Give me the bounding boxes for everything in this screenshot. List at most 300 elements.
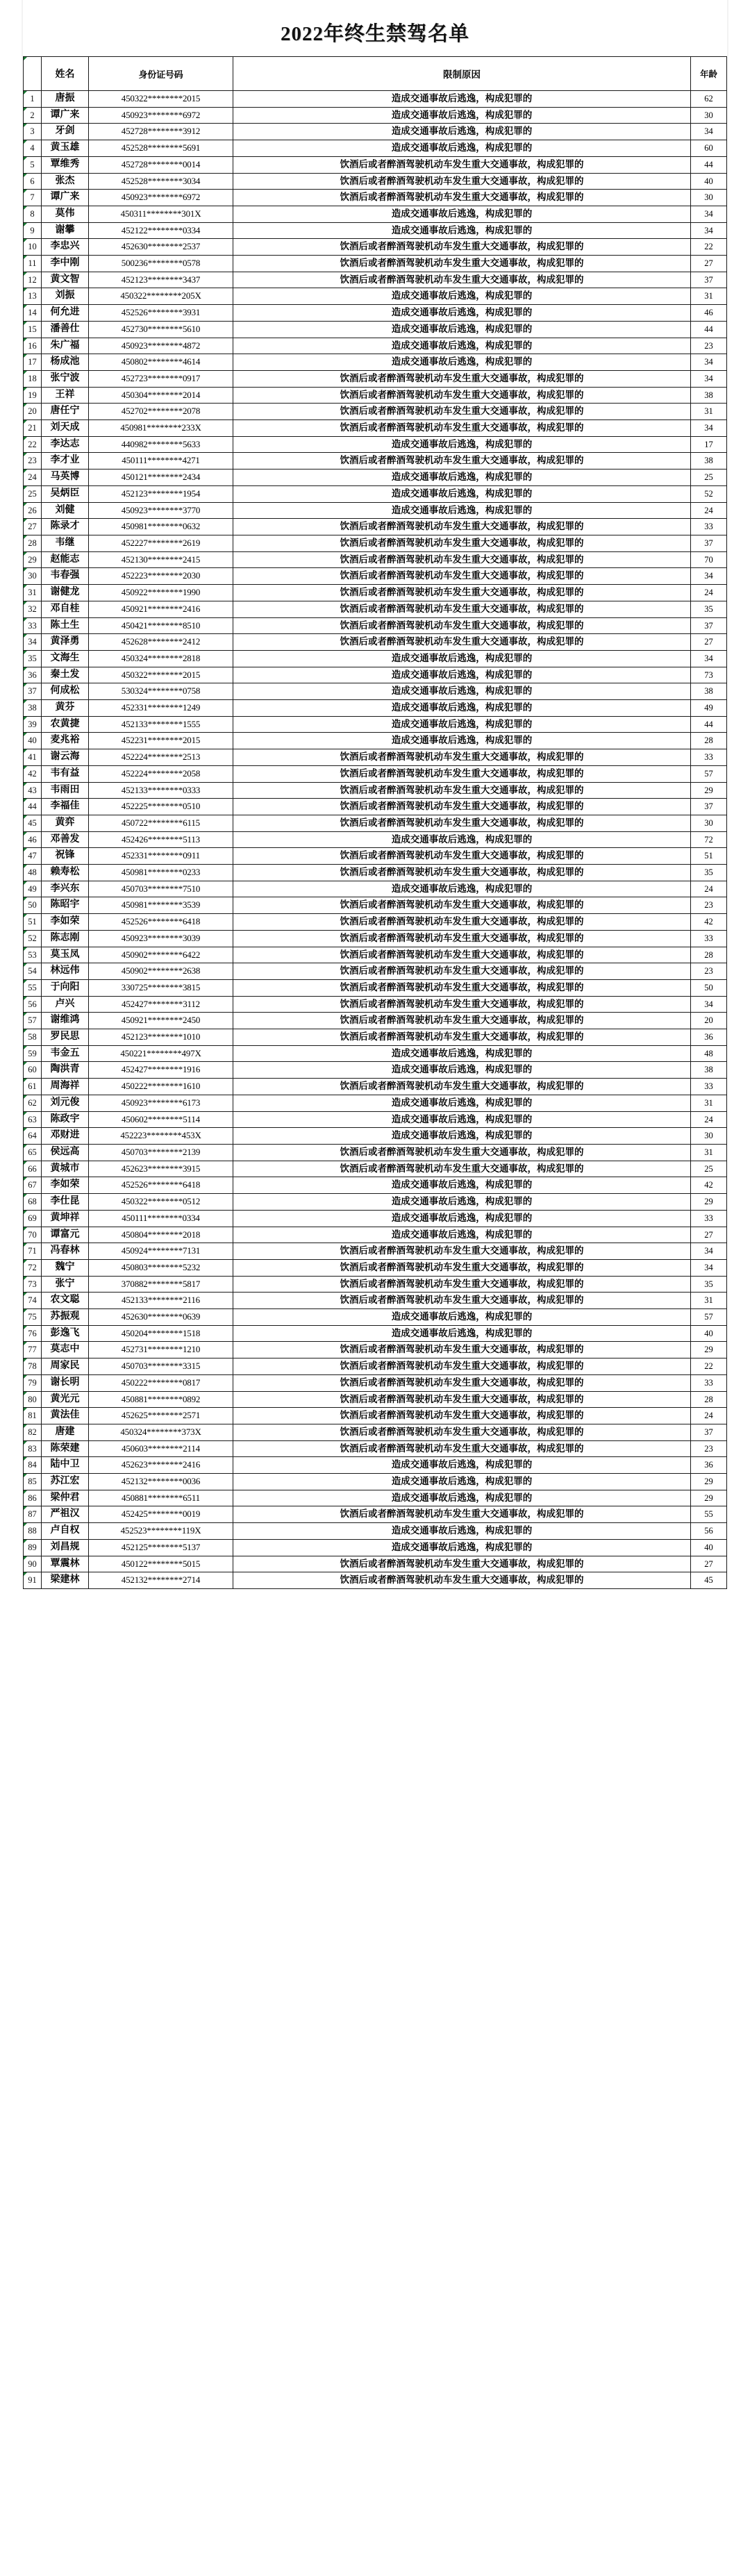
row-age: 73 xyxy=(691,667,727,683)
row-reason: 饮酒后或者醉酒驾驶机动车发生重大交通事故，构成犯罪的 xyxy=(233,239,691,256)
row-index: 43 xyxy=(24,782,42,799)
column-header-index xyxy=(24,57,42,91)
table-row xyxy=(24,420,727,437)
row-index: 19 xyxy=(24,387,42,404)
row-age: 70 xyxy=(691,551,727,568)
row-age: 57 xyxy=(691,765,727,782)
row-index: 58 xyxy=(24,1029,42,1046)
row-age: 38 xyxy=(691,683,727,700)
row-name: 唐建 xyxy=(42,1424,89,1440)
row-id-number: 452702********2078 xyxy=(89,404,233,420)
row-id-number: 452130********2415 xyxy=(89,551,233,568)
table-row xyxy=(24,1325,727,1342)
table-row xyxy=(24,436,727,453)
row-age: 34 xyxy=(691,1259,727,1276)
row-age: 25 xyxy=(691,1161,727,1177)
row-id-number: 452133********0333 xyxy=(89,782,233,799)
row-name: 刘健 xyxy=(42,502,89,519)
row-name: 祝锋 xyxy=(42,848,89,865)
row-reason: 造成交通事故后逃逸，构成犯罪的 xyxy=(233,1095,691,1111)
row-name: 魏宁 xyxy=(42,1259,89,1276)
row-id-number: 450923********6972 xyxy=(89,107,233,124)
row-id-number: 450924********7131 xyxy=(89,1243,233,1260)
row-id-number: 450222********1610 xyxy=(89,1079,233,1095)
row-index: 9 xyxy=(24,222,42,239)
table-row xyxy=(24,897,727,914)
row-reason: 造成交通事故后逃逸，构成犯罪的 xyxy=(233,338,691,354)
row-reason: 饮酒后或者醉酒驾驶机动车发生重大交通事故，构成犯罪的 xyxy=(233,979,691,996)
row-age: 31 xyxy=(691,288,727,305)
row-id-number: 500236********0578 xyxy=(89,256,233,272)
row-index: 61 xyxy=(24,1079,42,1095)
row-reason: 饮酒后或者醉酒驾驶机动车发生重大交通事故，构成犯罪的 xyxy=(233,190,691,206)
row-index: 62 xyxy=(24,1095,42,1111)
row-index: 20 xyxy=(24,404,42,420)
row-reason: 造成交通事故后逃逸，构成犯罪的 xyxy=(233,1210,691,1227)
row-reason: 造成交通事故后逃逸，构成犯罪的 xyxy=(233,1309,691,1326)
row-reason: 造成交通事故后逃逸，构成犯罪的 xyxy=(233,1177,691,1194)
row-index: 88 xyxy=(24,1523,42,1540)
row-index: 75 xyxy=(24,1309,42,1326)
column-header-reason: 限制原因 xyxy=(233,57,691,91)
table-row xyxy=(24,782,727,799)
table-row xyxy=(24,1506,727,1523)
row-age: 29 xyxy=(691,1342,727,1358)
row-id-number: 450922********1990 xyxy=(89,585,233,601)
row-name: 韦金五 xyxy=(42,1045,89,1062)
row-index: 71 xyxy=(24,1243,42,1260)
row-index: 23 xyxy=(24,453,42,470)
row-index: 2 xyxy=(24,107,42,124)
row-id-number: 452723********0917 xyxy=(89,370,233,387)
row-id-number: 450322********205X xyxy=(89,288,233,305)
row-age: 17 xyxy=(691,436,727,453)
row-index: 34 xyxy=(24,634,42,651)
row-reason: 饮酒后或者醉酒驾驶机动车发生重大交通事故，构成犯罪的 xyxy=(233,453,691,470)
row-age: 28 xyxy=(691,947,727,963)
row-id-number: 370882********5817 xyxy=(89,1276,233,1293)
row-index: 25 xyxy=(24,485,42,502)
row-reason: 饮酒后或者醉酒驾驶机动车发生重大交通事故，构成犯罪的 xyxy=(233,749,691,766)
row-name: 梁建林 xyxy=(42,1572,89,1589)
row-age: 35 xyxy=(691,1276,727,1293)
column-header-id-number: 身份证号码 xyxy=(89,57,233,91)
row-age: 38 xyxy=(691,387,727,404)
row-index: 60 xyxy=(24,1062,42,1079)
row-age: 29 xyxy=(691,1474,727,1490)
row-reason: 造成交通事故后逃逸，构成犯罪的 xyxy=(233,91,691,108)
row-id-number: 450921********2416 xyxy=(89,601,233,617)
table-row xyxy=(24,815,727,831)
row-index: 24 xyxy=(24,470,42,486)
row-id-number: 450804********2018 xyxy=(89,1227,233,1243)
table-row xyxy=(24,1556,727,1572)
row-reason: 饮酒后或者醉酒驾驶机动车发生重大交通事故，构成犯罪的 xyxy=(233,1013,691,1029)
row-id-number: 450324********2818 xyxy=(89,650,233,667)
row-name: 周家民 xyxy=(42,1358,89,1375)
row-age: 34 xyxy=(691,568,727,585)
row-index: 90 xyxy=(24,1556,42,1572)
table-row xyxy=(24,239,727,256)
row-id-number: 450121********2434 xyxy=(89,470,233,486)
row-id-number: 450923********3039 xyxy=(89,930,233,947)
table-body xyxy=(24,91,727,1589)
row-index: 3 xyxy=(24,124,42,140)
row-age: 20 xyxy=(691,1013,727,1029)
row-index: 27 xyxy=(24,519,42,535)
row-id-number: 450322********2015 xyxy=(89,667,233,683)
row-age: 33 xyxy=(691,519,727,535)
row-age: 35 xyxy=(691,865,727,881)
row-name: 刘振 xyxy=(42,288,89,305)
table-row xyxy=(24,1177,727,1194)
row-name: 李兴东 xyxy=(42,881,89,897)
row-index: 91 xyxy=(24,1572,42,1589)
row-id-number: 452427********3112 xyxy=(89,996,233,1013)
row-id-number: 452223********2030 xyxy=(89,568,233,585)
row-index: 46 xyxy=(24,831,42,848)
row-id-number: 450703********7510 xyxy=(89,881,233,897)
row-reason: 饮酒后或者醉酒驾驶机动车发生重大交通事故，构成犯罪的 xyxy=(233,634,691,651)
table-row xyxy=(24,535,727,551)
row-age: 37 xyxy=(691,535,727,551)
table-row xyxy=(24,173,727,190)
table-row xyxy=(24,1276,727,1293)
row-index: 33 xyxy=(24,617,42,634)
row-id-number: 452331********0911 xyxy=(89,848,233,865)
table-row xyxy=(24,256,727,272)
row-id-number: 452231********2015 xyxy=(89,733,233,749)
row-name: 苏振观 xyxy=(42,1309,89,1326)
row-index: 13 xyxy=(24,288,42,305)
row-id-number: 530324********0758 xyxy=(89,683,233,700)
row-reason: 造成交通事故后逃逸，构成犯罪的 xyxy=(233,1474,691,1490)
table-row xyxy=(24,470,727,486)
row-reason: 造成交通事故后逃逸，构成犯罪的 xyxy=(233,1111,691,1128)
table-row xyxy=(24,634,727,651)
row-id-number: 452123********3437 xyxy=(89,272,233,288)
row-id-number: 450322********2015 xyxy=(89,91,233,108)
row-name: 谢攀 xyxy=(42,222,89,239)
row-index: 8 xyxy=(24,206,42,222)
row-name: 谢云海 xyxy=(42,749,89,766)
table-row xyxy=(24,848,727,865)
row-reason: 饮酒后或者醉酒驾驶机动车发生重大交通事故，构成犯罪的 xyxy=(233,156,691,173)
row-id-number: 452526********6418 xyxy=(89,914,233,931)
row-id-number: 450902********2638 xyxy=(89,963,233,980)
row-index: 32 xyxy=(24,601,42,617)
row-name: 李忠兴 xyxy=(42,239,89,256)
table-row xyxy=(24,1374,727,1391)
row-id-number: 450981********3539 xyxy=(89,897,233,914)
table-row xyxy=(24,272,727,288)
row-index: 41 xyxy=(24,749,42,766)
row-age: 34 xyxy=(691,206,727,222)
row-age: 46 xyxy=(691,305,727,322)
row-reason: 饮酒后或者醉酒驾驶机动车发生重大交通事故，构成犯罪的 xyxy=(233,996,691,1013)
row-id-number: 450722********6115 xyxy=(89,815,233,831)
row-id-number: 452425********0019 xyxy=(89,1506,233,1523)
row-age: 30 xyxy=(691,815,727,831)
row-index: 54 xyxy=(24,963,42,980)
row-age: 33 xyxy=(691,749,727,766)
row-index: 69 xyxy=(24,1210,42,1227)
row-index: 28 xyxy=(24,535,42,551)
row-index: 47 xyxy=(24,848,42,865)
row-reason: 饮酒后或者醉酒驾驶机动车发生重大交通事故，构成犯罪的 xyxy=(233,1358,691,1375)
row-age: 30 xyxy=(691,190,727,206)
table-row xyxy=(24,107,727,124)
row-reason: 饮酒后或者醉酒驾驶机动车发生重大交通事故，构成犯罪的 xyxy=(233,1408,691,1424)
row-age: 62 xyxy=(691,91,727,108)
row-name: 陈土生 xyxy=(42,617,89,634)
row-id-number: 450923********6173 xyxy=(89,1095,233,1111)
table-row xyxy=(24,963,727,980)
table-row xyxy=(24,485,727,502)
table-row xyxy=(24,1128,727,1145)
table-row xyxy=(24,1210,727,1227)
row-reason: 造成交通事故后逃逸，构成犯罪的 xyxy=(233,1045,691,1062)
row-index: 80 xyxy=(24,1391,42,1408)
row-name: 张宁波 xyxy=(42,370,89,387)
row-reason: 饮酒后或者醉酒驾驶机动车发生重大交通事故，构成犯罪的 xyxy=(233,535,691,551)
row-reason: 造成交通事故后逃逸，构成犯罪的 xyxy=(233,124,691,140)
row-reason: 饮酒后或者醉酒驾驶机动车发生重大交通事故，构成犯罪的 xyxy=(233,947,691,963)
row-id-number: 450304********2014 xyxy=(89,387,233,404)
row-age: 44 xyxy=(691,716,727,733)
row-index: 11 xyxy=(24,256,42,272)
row-name: 苏江宏 xyxy=(42,1474,89,1490)
row-age: 40 xyxy=(691,173,727,190)
row-id-number: 452623********2416 xyxy=(89,1457,233,1474)
row-age: 33 xyxy=(691,1210,727,1227)
row-index: 6 xyxy=(24,173,42,190)
row-index: 83 xyxy=(24,1440,42,1457)
row-reason: 饮酒后或者醉酒驾驶机动车发生重大交通事故，构成犯罪的 xyxy=(233,1259,691,1276)
row-id-number: 450311********301X xyxy=(89,206,233,222)
row-age: 24 xyxy=(691,1111,727,1128)
table-row xyxy=(24,1572,727,1589)
row-index: 55 xyxy=(24,979,42,996)
row-index: 31 xyxy=(24,585,42,601)
row-name: 麦兆裕 xyxy=(42,733,89,749)
table-row xyxy=(24,1259,727,1276)
table-row xyxy=(24,1111,727,1128)
row-name: 罗民思 xyxy=(42,1029,89,1046)
table-row xyxy=(24,206,727,222)
row-index: 78 xyxy=(24,1358,42,1375)
row-id-number: 450803********5232 xyxy=(89,1259,233,1276)
row-name: 卢兴 xyxy=(42,996,89,1013)
row-age: 34 xyxy=(691,222,727,239)
row-reason: 造成交通事故后逃逸，构成犯罪的 xyxy=(233,222,691,239)
row-index: 40 xyxy=(24,733,42,749)
row-id-number: 450921********2450 xyxy=(89,1013,233,1029)
row-age: 34 xyxy=(691,420,727,437)
row-id-number: 450881********6511 xyxy=(89,1490,233,1506)
row-age: 36 xyxy=(691,1029,727,1046)
table-row xyxy=(24,930,727,947)
table-row xyxy=(24,1457,727,1474)
row-name: 赵能志 xyxy=(42,551,89,568)
row-name: 李才业 xyxy=(42,453,89,470)
row-index: 79 xyxy=(24,1374,42,1391)
table-row xyxy=(24,749,727,766)
row-age: 31 xyxy=(691,1145,727,1161)
row-age: 31 xyxy=(691,404,727,420)
row-age: 27 xyxy=(691,634,727,651)
row-name: 邓善发 xyxy=(42,831,89,848)
table-row xyxy=(24,585,727,601)
table-row xyxy=(24,568,727,585)
row-name: 刘天成 xyxy=(42,420,89,437)
row-reason: 饮酒后或者醉酒驾驶机动车发生重大交通事故，构成犯罪的 xyxy=(233,601,691,617)
row-name: 韦雨田 xyxy=(42,782,89,799)
table-row xyxy=(24,1227,727,1243)
row-reason: 饮酒后或者醉酒驾驶机动车发生重大交通事故，构成犯罪的 xyxy=(233,272,691,288)
row-reason: 造成交通事故后逃逸，构成犯罪的 xyxy=(233,1490,691,1506)
row-reason: 造成交通事故后逃逸，构成犯罪的 xyxy=(233,140,691,157)
row-id-number: 450221********497X xyxy=(89,1045,233,1062)
row-reason: 造成交通事故后逃逸，构成犯罪的 xyxy=(233,107,691,124)
row-name: 莫志中 xyxy=(42,1342,89,1358)
row-age: 37 xyxy=(691,1424,727,1440)
table-row xyxy=(24,1474,727,1490)
table-row xyxy=(24,1079,727,1095)
table-row xyxy=(24,979,727,996)
row-name: 吴炳臣 xyxy=(42,485,89,502)
row-name: 唐任宁 xyxy=(42,404,89,420)
table-row xyxy=(24,1095,727,1111)
row-age: 24 xyxy=(691,585,727,601)
row-age: 29 xyxy=(691,1490,727,1506)
row-index: 87 xyxy=(24,1506,42,1523)
row-id-number: 450923********4872 xyxy=(89,338,233,354)
row-reason: 饮酒后或者醉酒驾驶机动车发生重大交通事故，构成犯罪的 xyxy=(233,551,691,568)
row-id-number: 450602********5114 xyxy=(89,1111,233,1128)
row-index: 26 xyxy=(24,502,42,519)
row-index: 21 xyxy=(24,420,42,437)
row-name: 黄坤祥 xyxy=(42,1210,89,1227)
row-age: 34 xyxy=(691,124,727,140)
row-name: 黄玉雄 xyxy=(42,140,89,157)
row-id-number: 450881********0892 xyxy=(89,1391,233,1408)
row-index: 7 xyxy=(24,190,42,206)
table-row xyxy=(24,1145,727,1161)
row-index: 42 xyxy=(24,765,42,782)
table-row xyxy=(24,1342,727,1358)
row-index: 49 xyxy=(24,881,42,897)
row-reason: 饮酒后或者醉酒驾驶机动车发生重大交通事故，构成犯罪的 xyxy=(233,387,691,404)
row-reason: 造成交通事故后逃逸，构成犯罪的 xyxy=(233,667,691,683)
row-reason: 饮酒后或者醉酒驾驶机动车发生重大交通事故，构成犯罪的 xyxy=(233,914,691,931)
row-age: 33 xyxy=(691,930,727,947)
row-age: 27 xyxy=(691,1227,727,1243)
row-index: 17 xyxy=(24,354,42,371)
row-age: 72 xyxy=(691,831,727,848)
row-reason: 饮酒后或者醉酒驾驶机动车发生重大交通事故，构成犯罪的 xyxy=(233,782,691,799)
row-index: 37 xyxy=(24,683,42,700)
row-name: 秦土发 xyxy=(42,667,89,683)
row-reason: 饮酒后或者醉酒驾驶机动车发生重大交通事故，构成犯罪的 xyxy=(233,1243,691,1260)
row-age: 28 xyxy=(691,733,727,749)
row-name: 陈昭宇 xyxy=(42,897,89,914)
table-row xyxy=(24,947,727,963)
row-name: 彭逸飞 xyxy=(42,1325,89,1342)
row-age: 23 xyxy=(691,897,727,914)
row-id-number: 452227********2619 xyxy=(89,535,233,551)
row-age: 30 xyxy=(691,107,727,124)
row-age: 49 xyxy=(691,700,727,717)
row-id-number: 450204********1518 xyxy=(89,1325,233,1342)
row-name: 韦继 xyxy=(42,535,89,551)
row-index: 63 xyxy=(24,1111,42,1128)
row-id-number: 452523********119X xyxy=(89,1523,233,1540)
row-id-number: 452224********2513 xyxy=(89,749,233,766)
row-name: 何允进 xyxy=(42,305,89,322)
row-name: 谢健龙 xyxy=(42,585,89,601)
row-reason: 饮酒后或者醉酒驾驶机动车发生重大交通事故，构成犯罪的 xyxy=(233,1391,691,1408)
table-row xyxy=(24,519,727,535)
row-reason: 造成交通事故后逃逸，构成犯罪的 xyxy=(233,716,691,733)
row-age: 31 xyxy=(691,1293,727,1309)
table-row xyxy=(24,881,727,897)
row-age: 38 xyxy=(691,453,727,470)
row-index: 52 xyxy=(24,930,42,947)
table-row xyxy=(24,799,727,815)
row-name: 农黄捷 xyxy=(42,716,89,733)
row-age: 34 xyxy=(691,996,727,1013)
row-age: 38 xyxy=(691,1062,727,1079)
row-index: 39 xyxy=(24,716,42,733)
row-name: 冯春林 xyxy=(42,1243,89,1260)
row-age: 29 xyxy=(691,1194,727,1211)
row-reason: 造成交通事故后逃逸，构成犯罪的 xyxy=(233,1128,691,1145)
row-id-number: 452625********2571 xyxy=(89,1408,233,1424)
row-name: 李中刚 xyxy=(42,256,89,272)
table-row xyxy=(24,338,727,354)
row-age: 40 xyxy=(691,1539,727,1556)
row-id-number: 450122********5015 xyxy=(89,1556,233,1572)
table-row xyxy=(24,1243,727,1260)
row-index: 53 xyxy=(24,947,42,963)
row-name: 谭广来 xyxy=(42,190,89,206)
row-index: 56 xyxy=(24,996,42,1013)
row-index: 67 xyxy=(24,1177,42,1194)
row-index: 38 xyxy=(24,700,42,717)
row-reason: 饮酒后或者醉酒驾驶机动车发生重大交通事故，构成犯罪的 xyxy=(233,1293,691,1309)
row-id-number: 452731********1210 xyxy=(89,1342,233,1358)
row-age: 31 xyxy=(691,1095,727,1111)
row-reason: 饮酒后或者醉酒驾驶机动车发生重大交通事故，构成犯罪的 xyxy=(233,617,691,634)
table-row xyxy=(24,387,727,404)
row-age: 24 xyxy=(691,502,727,519)
row-name: 侯远高 xyxy=(42,1145,89,1161)
row-id-number: 450322********0512 xyxy=(89,1194,233,1211)
row-reason: 饮酒后或者醉酒驾驶机动车发生重大交通事故，构成犯罪的 xyxy=(233,585,691,601)
row-name: 李仕昆 xyxy=(42,1194,89,1211)
table-row xyxy=(24,404,727,420)
row-name: 黄法佳 xyxy=(42,1408,89,1424)
row-reason: 造成交通事故后逃逸，构成犯罪的 xyxy=(233,1194,691,1211)
table-row xyxy=(24,865,727,881)
row-name: 王祥 xyxy=(42,387,89,404)
row-index: 10 xyxy=(24,239,42,256)
row-age: 52 xyxy=(691,485,727,502)
row-reason: 饮酒后或者醉酒驾驶机动车发生重大交通事故，构成犯罪的 xyxy=(233,519,691,535)
row-name: 谭广来 xyxy=(42,107,89,124)
row-reason: 造成交通事故后逃逸，构成犯罪的 xyxy=(233,288,691,305)
